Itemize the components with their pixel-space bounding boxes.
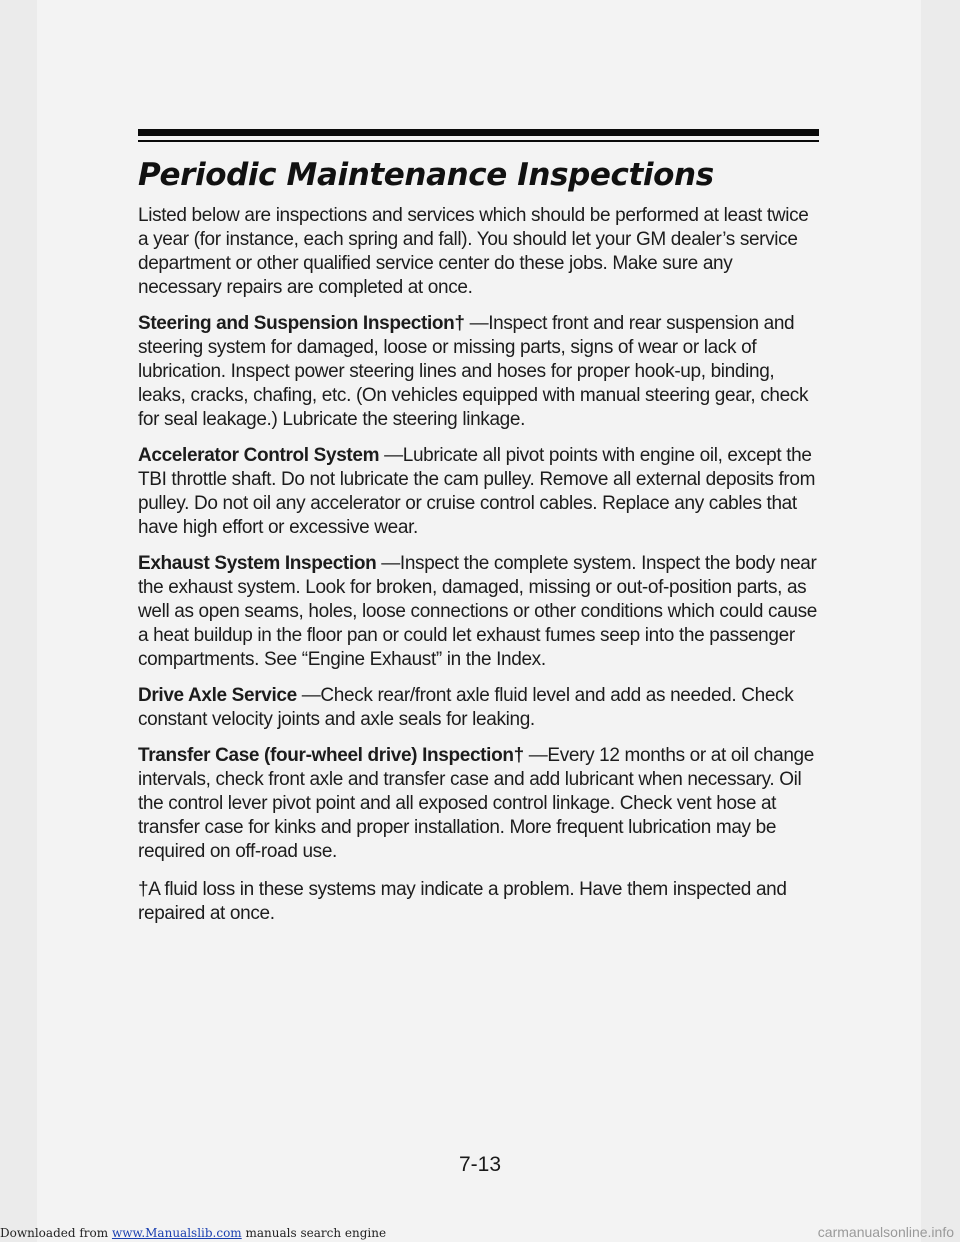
header-rule xyxy=(138,129,819,136)
intro-paragraph: Listed below are inspections and services which should be performed at least twice a year (for instance, each spring and fall). You should let your GM dealer’s service department or other qualified service center do these jobs. Make sure any necessary repairs are completed at once. xyxy=(138,205,809,298)
page-content xyxy=(138,154,819,938)
section-drive-axle xyxy=(138,684,819,732)
footer-suffix: manuals search engine xyxy=(241,1226,387,1240)
section-text: —Every 12 months or at oil change intervals, check front axle and transfer case and add lubricant when necessary. Oil the control lever pivot point and all exposed control linkage. Check vent hose at transfer case for kinks and proper installation. More frequent lubrication may be required on off-road use. xyxy=(138,745,814,862)
section-term: Drive Axle Service xyxy=(138,685,297,706)
section-exhaust-system xyxy=(138,552,819,672)
section-transfer-case xyxy=(138,744,819,864)
section-term: Exhaust System Inspection xyxy=(138,553,377,574)
section-text: —Lubricate all pivot points with engine oil, except the TBI throttle shaft. Do not lubricate the cam pulley. Remove all external deposits from pulley. Do not oil any accelerator or cruise control cables. Replace any cables that have high effort or excessive wear. xyxy=(138,445,816,538)
section-text: —Check rear/front axle fluid level and add as needed. Check constant velocity joints and axle seals for leaking. xyxy=(138,685,794,730)
section-term: Steering and Suspension Inspection† xyxy=(138,313,465,334)
page-number: 7-13 xyxy=(458,1153,502,1176)
section-text: —Inspect the complete system. Inspect the body near the exhaust system. Look for broken, damaged, missing or out-of-position parts, as well as open seams, holes, loose connections or other conditions which could cause a heat buildup in the floor pan or could let exhaust fumes seep into the passenger compartments. See “Engine Exhaust” in the Index. xyxy=(138,553,817,670)
section-text: —Inspect front and rear suspension and steering system for damaged, loose or missing parts, signs of wear or lack of lubrication. Inspect power steering lines and hoses for proper hook-up, binding, leaks, cracks, chafing, etc. (On vehicles equipped with manual steering gear, check for seal leakage.) Lubricate the steering linkage. xyxy=(138,313,809,430)
header-rule-thin xyxy=(138,140,819,142)
section-accelerator-control xyxy=(138,444,819,540)
footnote: †A fluid loss in these systems may indicate a problem. Have them inspected and repaired at once. xyxy=(138,879,787,924)
section-term: Accelerator Control System xyxy=(138,445,380,466)
download-footer xyxy=(0,1226,386,1240)
section-term: Transfer Case (four-wheel drive) Inspection† xyxy=(138,745,524,766)
page-title: Periodic Maintenance Inspections xyxy=(138,157,714,193)
watermark: carmanualsonline.info xyxy=(817,1224,954,1240)
manualslib-link[interactable]: www.Manualslib.com xyxy=(111,1226,242,1240)
footer-prefix: Downloaded from xyxy=(0,1226,112,1240)
section-steering-suspension xyxy=(138,312,819,432)
